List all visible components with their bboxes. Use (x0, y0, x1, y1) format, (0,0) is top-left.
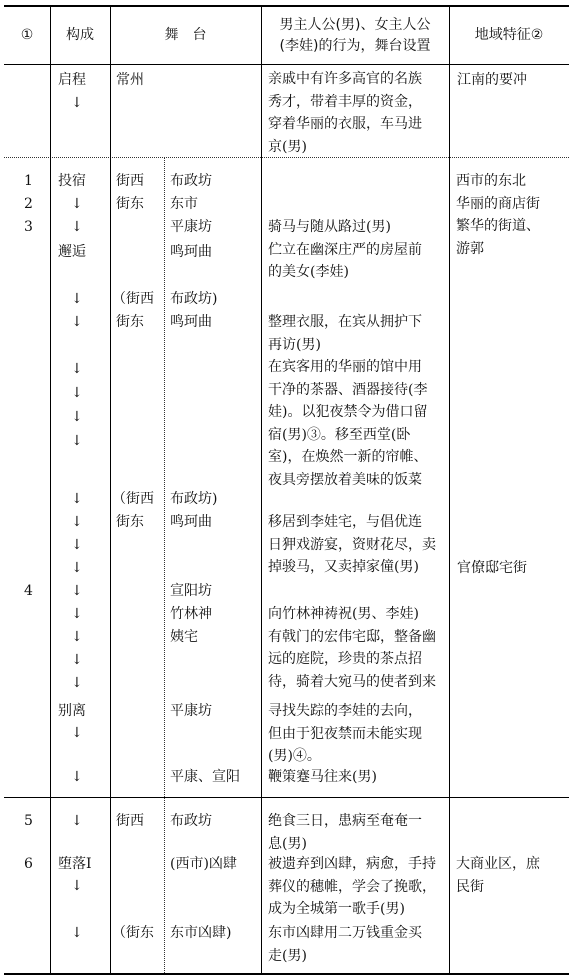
row-number: 5 (24, 813, 33, 829)
arrow: ↓ (71, 652, 83, 668)
region-jiangnan: 江南的要冲 (457, 72, 527, 88)
stage-place: 姨宅 (170, 629, 198, 645)
stage-place: 东市 (170, 196, 198, 212)
arrow: ↓ (71, 314, 83, 330)
text-line: 东市凶肆用二万钱重金买 (268, 925, 422, 941)
text-line: 远的庭院，珍贵的茶点招 (268, 651, 422, 667)
arrow: ↓ (71, 196, 83, 212)
text-line: 有戟门的宏伟宅邸，整备幽 (268, 628, 436, 645)
stage-street: 街东 (116, 514, 144, 530)
header-col-region: 地域特征② (474, 27, 544, 43)
arrow: ↓ (71, 361, 83, 377)
stage-place: 宣阳坊 (170, 583, 212, 599)
stage-street: 街西 (116, 813, 144, 829)
col-divider-3 (261, 5, 262, 975)
table-top-rule (4, 5, 569, 7)
stage-place: 鸣珂曲 (170, 514, 212, 530)
text-line: 秀才，带着丰厚的资金， (268, 93, 422, 110)
section-divider-2 (4, 797, 569, 798)
header-col-number: ① (20, 27, 34, 43)
stage-place: 布政坊) (170, 291, 218, 307)
arrow: ↓ (71, 878, 83, 894)
text-line: 干净的茶器、酒器接待(李 (268, 381, 428, 398)
arrow: ↓ (71, 95, 83, 111)
arrow: ↓ (71, 433, 83, 449)
stage-street: （街西 (112, 291, 154, 307)
col-divider-1 (50, 5, 51, 975)
text-line: 穿着华丽的衣服，车马进 (268, 116, 422, 132)
row-number: 4 (24, 583, 33, 599)
arrow: ↓ (71, 583, 83, 599)
text-line: 被遗弃到凶肆，病愈，手持 (268, 856, 436, 872)
row-number: 1 (24, 173, 33, 189)
arrow: ↓ (71, 560, 83, 576)
arrow: ↓ (71, 629, 83, 645)
text-line: 骑马与随从路过(男) (268, 219, 391, 235)
arrow: ↓ (71, 385, 83, 401)
row-number: 3 (24, 219, 33, 235)
actions-move (268, 511, 448, 579)
text-line: 待，骑着大宛马的使者到来 (268, 673, 436, 690)
actions-funeral-singer (268, 853, 448, 921)
header-col-structure: 构成 (66, 27, 94, 43)
text-line: 成为全城第一歌手(男) (268, 901, 405, 917)
stage-street: 街东 (116, 314, 144, 330)
text-line: 游郭 (456, 240, 484, 257)
header-bottom-rule (4, 64, 569, 65)
header-col-stage: 舞 台 (164, 27, 207, 43)
stage-place: 鸣珂曲 (170, 314, 212, 330)
text-line: 娃)。以犯夜禁令为借口留 (268, 404, 428, 420)
stage-place: 东市凶肆) (170, 925, 232, 941)
stage-place: 平康坊 (170, 219, 212, 235)
structure-lodging: 投宿 (58, 173, 86, 189)
structure-departure: 启程 (58, 72, 86, 88)
stage-place: 平康坊 (170, 703, 212, 719)
text-line: 向竹林神祷祝(男、李娃) (268, 606, 419, 622)
arrow: ↓ (71, 491, 83, 507)
arrow: ↓ (71, 514, 83, 530)
arrow: ↓ (71, 606, 83, 622)
text-line: 伫立在幽深庄严的房屋前 (268, 241, 422, 258)
arrow: ↓ (71, 813, 83, 829)
stage-place: (西市)凶肆 (170, 856, 237, 872)
arrow: ↓ (71, 675, 83, 691)
text-line: (男)④。 (268, 748, 321, 764)
col-divider-2 (110, 5, 111, 975)
region-official-residences: 官僚邸宅街 (457, 560, 527, 576)
stage-place: 布政坊) (170, 491, 218, 507)
text-line: 的美女(李娃) (268, 264, 349, 280)
stage-changzhou: 常州 (116, 72, 144, 88)
stage-place: 布政坊 (170, 173, 212, 189)
actions-revisit (268, 311, 448, 491)
stage-place: 布政坊 (170, 813, 212, 829)
actions-departure (268, 68, 448, 158)
stage-place: 竹林神 (170, 606, 212, 622)
text-line: 京(男) (268, 138, 307, 155)
text-line: 息(男) (268, 835, 307, 852)
stage-street: 街东 (116, 196, 144, 212)
col-divider-4 (449, 5, 450, 975)
structure-encounter: 邂逅 (58, 244, 86, 260)
arrow: ↓ (71, 291, 83, 307)
arrow: ↓ (71, 219, 83, 235)
arrow: ↓ (71, 925, 83, 941)
text-line: 日狎戏游宴，资财花尽，卖 (268, 536, 436, 553)
text-line: 室)，在焕然一新的帘帷、 (268, 449, 428, 465)
text-line: 葬仪的穗帷，学会了挽歌， (268, 878, 436, 895)
actions-riding (268, 766, 448, 789)
arrow: ↓ (71, 725, 83, 741)
actions-bought (268, 922, 448, 967)
text-line: 民街 (456, 878, 484, 895)
row-number: 2 (24, 196, 33, 212)
actions-prayer (268, 603, 448, 693)
text-line: 亲戚中有许多高官的名族 (268, 71, 422, 87)
structure-downfall: 堕落Ⅰ (58, 856, 92, 872)
region-commercial (456, 853, 566, 898)
arrow: ↓ (71, 537, 83, 553)
header-col-actions-l2: (李娃)的行为，舞台设置 (279, 38, 431, 54)
stage-place: 鸣珂曲 (170, 244, 212, 260)
text-line: 移居到李娃宅，与倡优连 (268, 514, 422, 530)
text-line: 整理衣服，在宾从拥护下 (268, 314, 422, 330)
text-line: 华丽的商店街 (456, 195, 540, 212)
comparison-table (4, 5, 569, 975)
region-west-market (456, 170, 566, 260)
text-line: 大商业区，庶 (456, 856, 540, 872)
text-line: 但由于犯夜禁而未能实现 (268, 725, 422, 742)
stage-street: （街西 (112, 491, 154, 507)
row-number: 6 (24, 856, 33, 872)
text-line: 宿(男)③。移至西堂(卧 (268, 426, 411, 443)
text-line: 再访(男) (268, 336, 321, 353)
text-line: 鞭策蹇马往来(男) (268, 769, 377, 785)
text-line: 走(男) (268, 947, 307, 964)
structure-separation: 别离 (58, 703, 86, 719)
text-line: 绝食三日，患病至奄奄一 (268, 813, 422, 829)
arrow: ↓ (71, 769, 83, 785)
stage-place: 平康、宣阳 (170, 769, 240, 785)
header-col-actions-l1: 男主人公(男)、女主人公 (279, 17, 431, 33)
text-line: 在宾客用的华丽的馆中用 (268, 359, 422, 375)
actions-lodging (268, 216, 448, 284)
stage-street: （街东 (112, 925, 154, 941)
table-bottom-rule (4, 973, 569, 975)
actions-fasting (268, 810, 448, 855)
arrow: ↓ (71, 409, 83, 425)
text-line: 繁华的街道、 (456, 218, 540, 234)
text-line: 寻找失踪的李娃的去向， (268, 703, 422, 719)
actions-search (268, 700, 448, 768)
col-divider-stage (164, 158, 165, 973)
text-line: 掉骏马，又卖掉家僮(男) (268, 559, 419, 575)
text-line: 夜具旁摆放着美味的饭菜 (268, 471, 422, 488)
stage-street: 街西 (116, 173, 144, 189)
text-line: 西市的东北 (456, 173, 526, 189)
